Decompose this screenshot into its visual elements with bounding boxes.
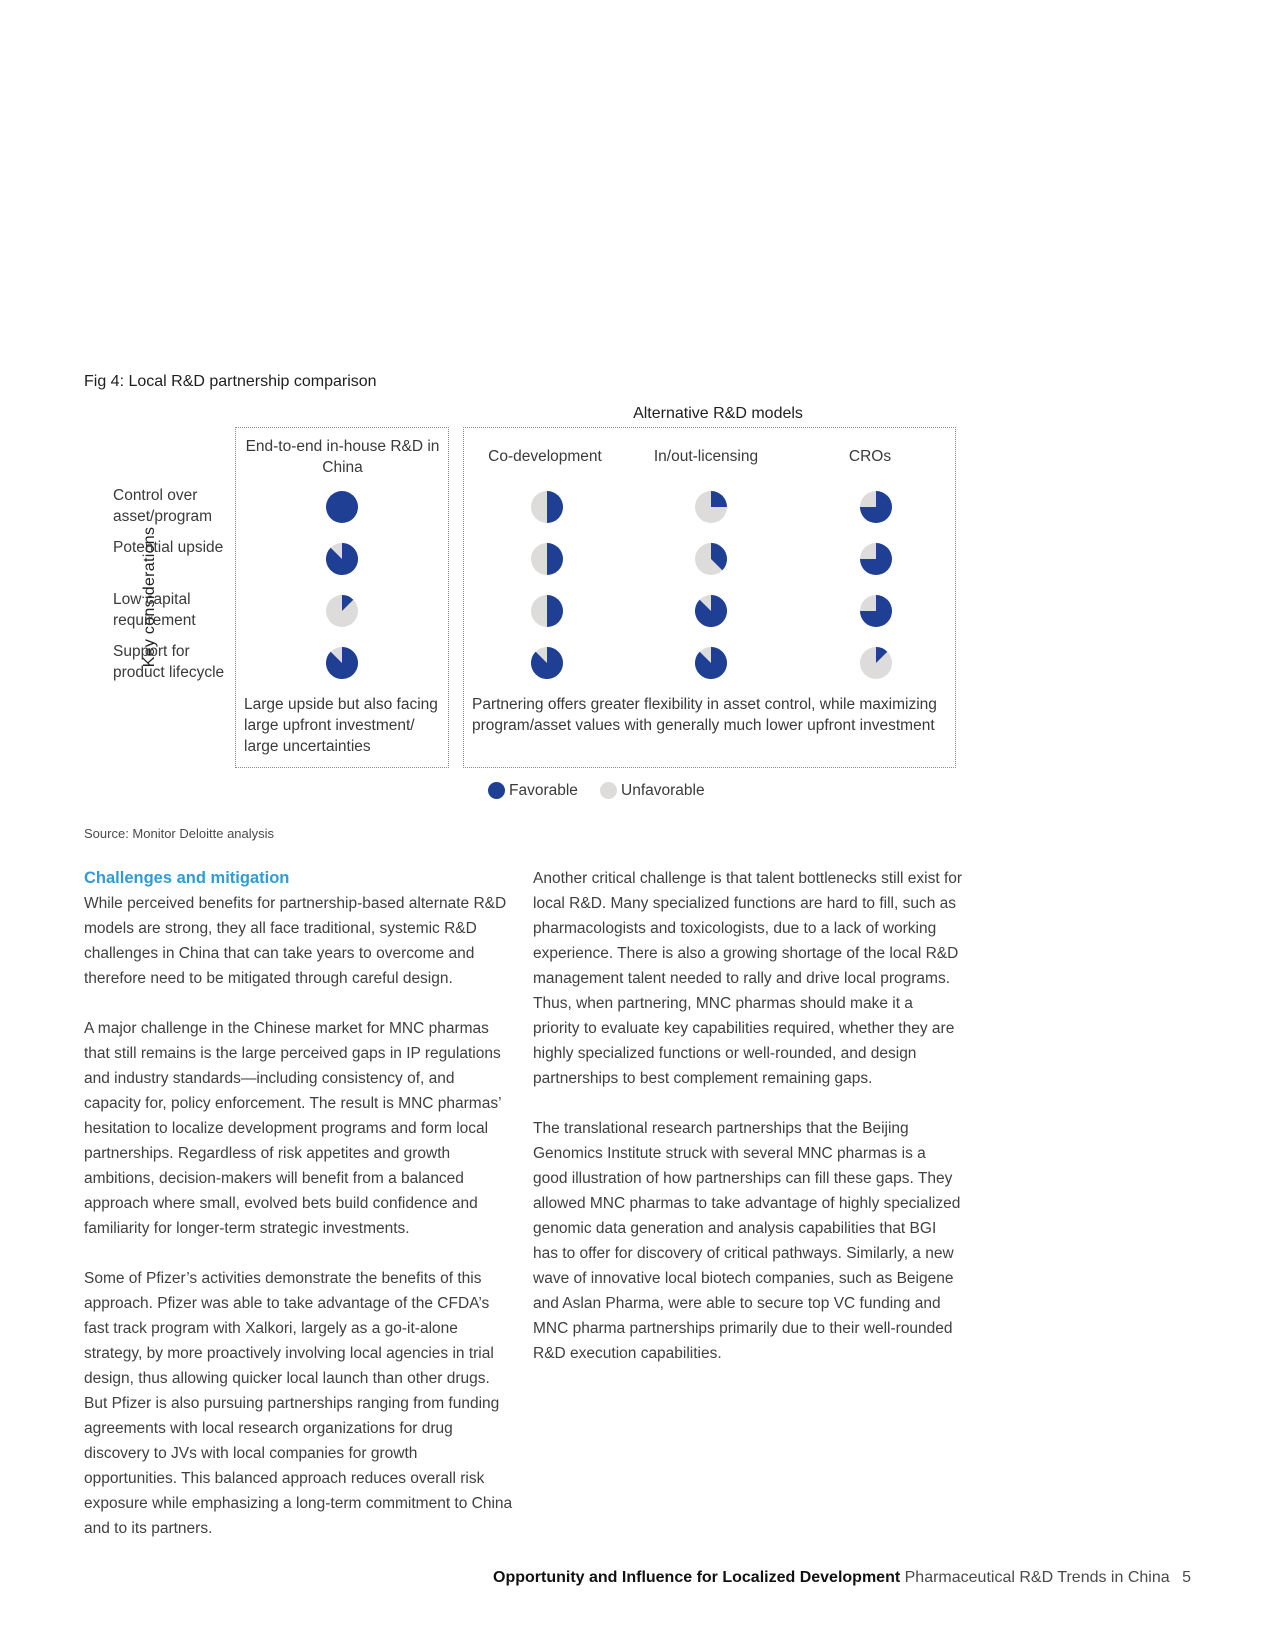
column-header-co-development: Co-development (488, 448, 602, 465)
harvey-ball-r2-c3 (859, 594, 893, 628)
row-label-control: Control over asset/program (113, 487, 213, 525)
section-heading: Challenges and mitigation (84, 869, 290, 887)
paragraph: While perceived benefits for partnership-based alternate R&D models are strong, they all face traditional, systemic R&D challenges in China that can take years to overcome and therefore need to be mitigated through careful design. (84, 895, 507, 987)
footer-subtitle: Pharmaceutical R&D Trends in China (904, 1569, 1170, 1586)
harvey-ball-r0-c3 (859, 490, 893, 524)
harvey-ball-fill (547, 543, 563, 575)
paragraph: Some of Pfizer’s activities demonstrate the benefits of this approach. Pfizer was able to take advantage of the CFDA’s fast track program with Xalkori, largely as a go-it-alone strategy, by more proactively involving local agencies in trial design, thus allowing quicker local launch than other drugs. But Pfizer is also pursuing partnerships ranging from funding agreements with local research organizations for drug discovery to JVs with local companies for growth opportunities. This balanced approach reduces overall risk exposure while emphasizing a long-term commitment to China and to its partners. (84, 1270, 513, 1537)
paragraph: A major challenge in the Chinese market for MNC pharmas that still remains is the large perceived gaps in IP regulations and industry standards—including consistency of, and capacity for, policy enforcement. The result is MNC pharmas’ hesitation to localize development programs and form local partnerships. Regardless of risk appetites and growth ambitions, decision-makers will benefit from a balanced approach where small, evolved bets build confidence and familiarity for longer-term strategic investments. (84, 1020, 501, 1237)
paragraph: Another critical challenge is that talent bottlenecks still exist for local R&D. Many specialized functions are hard to fill, such as pharmacologists and toxicologists, due to a lack of working experience. There is also a growing shortage of the local R&D management talent needed to rally and drive local programs. Thus, when partnering, MNC pharmas should make it a priority to evaluate key capabilities required, whether they are highly specialized functions or well-rounded, and design partnerships to best complement remaining gaps. (533, 870, 963, 1087)
footer-title: Opportunity and Influence for Localized Development (493, 1569, 901, 1586)
harvey-ball-r0-c2 (694, 490, 728, 524)
harvey-ball-r1-c0 (325, 542, 359, 576)
key-considerations-label: Key considerations (141, 526, 158, 668)
article-right-column (533, 866, 963, 1391)
harvey-ball-r3-c0 (325, 646, 359, 680)
harvey-ball-fill (547, 595, 563, 627)
harvey-ball-r1-c1 (530, 542, 564, 576)
harvey-ball-fill (711, 491, 727, 507)
harvey-ball-r3-c3 (859, 646, 893, 680)
harvey-ball-r1-c2 (694, 542, 728, 576)
inhouse-note: Large upside but also facing large upfront investment/ large uncertainties (244, 696, 438, 755)
column-header-cros: CROs (848, 448, 892, 465)
row-label-lifecycle: Support for product lifecycle (113, 643, 225, 681)
page-footer (493, 1569, 1191, 1587)
paragraph: The translational research partnerships that the Beijing Genomics Institute struck with several MNC pharmas is a good illustration of how partnerships can fill these gaps. They allowed MNC pharmas to take advantage of highly specialized genomic data generation and analysis capabilities that BGI has to offer for discovery of critical pathways. Similarly, a new wave of innovative local biotech companies, such as Beigene and Aslan Pharma, were able to secure top VC funding and MNC pharma partnerships primarily due to their well-rounded R&D execution capabilities. (533, 1120, 961, 1362)
legend-unfavorable-swatch (600, 782, 617, 799)
alternative-models-title: Alternative R&D models (633, 405, 803, 422)
harvey-ball-r0-c1 (530, 490, 564, 524)
column-header-inhouse: End-to-end in-house R&D in China (245, 438, 440, 476)
row-label-upside: Potential upside (113, 539, 224, 556)
harvey-ball-base (326, 491, 358, 523)
harvey-ball-r3-c1 (530, 646, 564, 680)
harvey-ball-r1-c3 (859, 542, 893, 576)
harvey-ball-fill (547, 491, 563, 523)
harvey-ball-r2-c1 (530, 594, 564, 628)
harvey-ball-r2-c2 (694, 594, 728, 628)
row-label-capital: Low capital requirement (113, 591, 196, 629)
alternative-note: Partnering offers greater flexibility in asset control, while maximizing program/asset values with generally much lower upfront investment (472, 696, 937, 734)
column-header-licensing: In/out-licensing (653, 448, 759, 465)
harvey-ball-r0-c0 (325, 490, 359, 524)
article-left-column (84, 866, 514, 1566)
figure-title: Fig 4: Local R&D partnership comparison (84, 373, 377, 390)
legend-favorable-label: Favorable (509, 782, 578, 799)
harvey-ball-r3-c2 (694, 646, 728, 680)
legend-unfavorable-label: Unfavorable (621, 782, 705, 799)
legend-favorable-swatch (488, 782, 505, 799)
figure-source: Source: Monitor Deloitte analysis (84, 826, 275, 841)
harvey-ball-r2-c0 (325, 594, 359, 628)
page-number: 5 (1182, 1569, 1191, 1586)
